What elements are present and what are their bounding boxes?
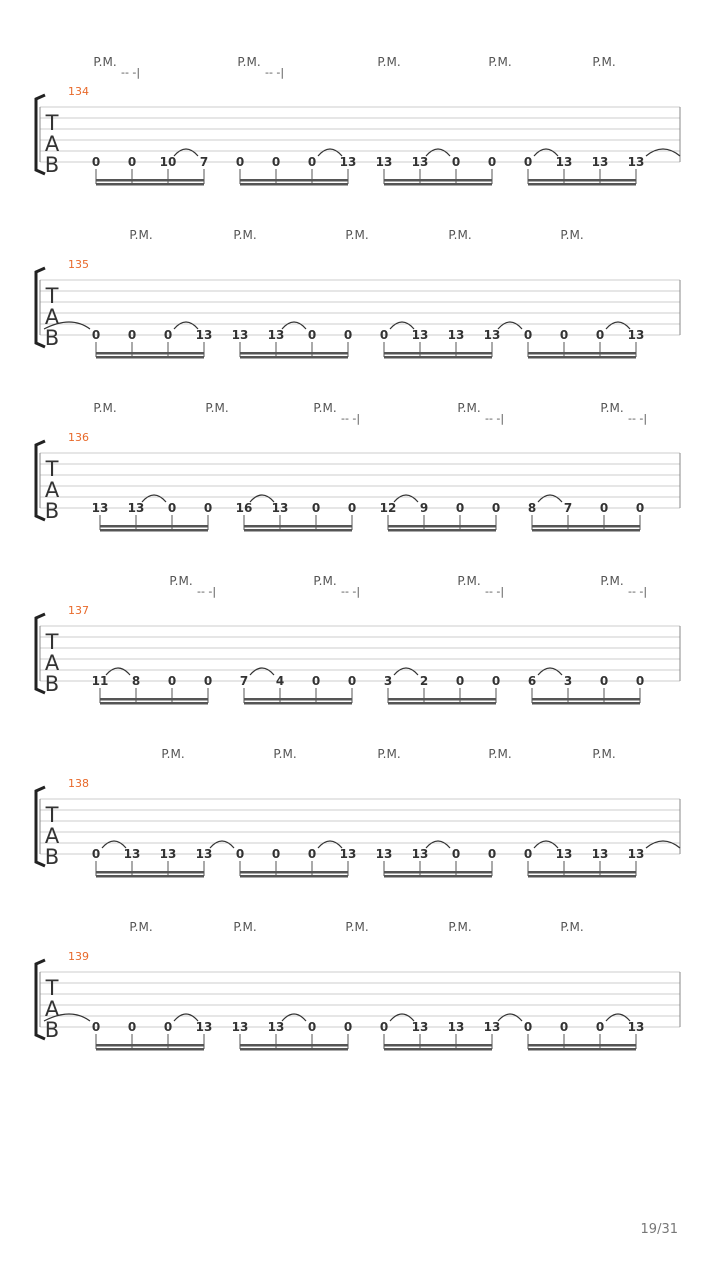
palm-mute-extension: -- -| [341,412,361,425]
fret-number: 13 [271,501,289,515]
beam-secondary [388,702,496,705]
fret-number: 13 [627,1020,645,1034]
fret-number: 0 [379,1020,389,1034]
fret-number: 0 [91,328,101,342]
fret-number: 0 [311,501,321,515]
beam-secondary [528,875,636,878]
tie-arc [394,495,418,502]
palm-mute-extension: -- -| [628,585,648,598]
fret-number: 0 [91,847,101,861]
fret-number: 13 [411,1020,429,1034]
palm-mute-extension: -- -| [485,412,505,425]
fret-number: 0 [311,674,321,688]
fret-number: 13 [127,501,145,515]
fret-number: 0 [91,155,101,169]
tab-letter-b: B [44,1018,60,1042]
fret-number: 13 [591,155,609,169]
fret-number: 0 [523,155,533,169]
measure-number: 136 [68,431,89,444]
fret-number: 0 [455,674,465,688]
tie-arc [102,841,126,848]
beam-primary [384,352,492,355]
beam-primary [244,698,352,701]
fret-number: 0 [307,328,317,342]
tie-arc [390,322,414,329]
fret-number: 0 [235,155,245,169]
tie-arc [426,841,450,848]
beam-primary [528,179,636,182]
palm-mute-label: P.M. [592,55,616,69]
tie-arc [250,495,274,502]
tab-letter-a: A [44,997,60,1021]
palm-mute-label: P.M. [600,574,624,588]
fret-number: 0 [343,328,353,342]
palm-mute-label: P.M. [488,747,512,761]
beam-primary [96,179,204,182]
fret-number: 0 [451,847,461,861]
beam-primary [388,525,496,528]
fret-number: 13 [123,847,141,861]
palm-mute-label: P.M. [205,401,229,415]
palm-mute-extension: -- -| [265,66,285,79]
tab-letter-a: A [44,478,60,502]
tie-arc [142,495,166,502]
beam-secondary [528,1048,636,1051]
fret-number: 13 [447,328,465,342]
beam-secondary [96,1048,204,1051]
fret-number: 13 [231,328,249,342]
fret-number: 0 [379,328,389,342]
palm-mute-extension: -- -| [121,66,141,79]
beam-secondary [384,183,492,186]
tie-arc [534,149,558,156]
palm-mute-extension: -- -| [341,585,361,598]
tie-arc [534,841,558,848]
fret-number: 0 [307,1020,317,1034]
beam-secondary [96,183,204,186]
palm-mute-label: P.M. [313,401,337,415]
palm-mute-label: P.M. [448,228,472,242]
fret-number: 13 [447,1020,465,1034]
palm-mute-label: P.M. [457,401,481,415]
palm-mute-label: P.M. [129,920,153,934]
palm-mute-label: P.M. [237,55,261,69]
beam-primary [240,871,348,874]
fret-number: 13 [411,328,429,342]
beam-secondary [96,875,204,878]
tie-arc [538,495,562,502]
fret-number: 3 [383,674,393,688]
tab-letter-b: B [44,672,60,696]
tab-system-139 [36,920,680,1051]
tie-arc [318,841,342,848]
tie-arc-outgoing [646,149,680,156]
fret-number: 10 [159,155,177,169]
fret-number: 0 [127,155,137,169]
fret-number: 0 [599,674,609,688]
tab-letter-a: A [44,132,60,156]
beam-secondary [384,875,492,878]
fret-number: 13 [267,1020,285,1034]
fret-number: 16 [235,501,253,515]
beam-primary [244,525,352,528]
fret-number: 0 [635,501,645,515]
fret-number: 0 [523,1020,533,1034]
fret-number: 0 [523,847,533,861]
fret-number: 13 [555,847,573,861]
fret-number: 13 [375,155,393,169]
palm-mute-label: P.M. [129,228,153,242]
tab-letter-t: T [45,284,59,308]
tab-letter-t: T [45,457,59,481]
palm-mute-label: P.M. [345,920,369,934]
fret-number: 0 [491,674,501,688]
fret-number: 13 [411,847,429,861]
beam-primary [100,698,208,701]
fret-number: 0 [343,1020,353,1034]
palm-mute-label: P.M. [488,55,512,69]
beam-primary [528,871,636,874]
beam-primary [384,179,492,182]
fret-number: 13 [339,847,357,861]
fret-number: 3 [563,674,573,688]
beam-secondary [532,529,640,532]
fret-number: 0 [167,501,177,515]
palm-mute-label: P.M. [345,228,369,242]
palm-mute-label: P.M. [169,574,193,588]
fret-number: 13 [375,847,393,861]
fret-number: 13 [411,155,429,169]
beam-primary [100,525,208,528]
fret-number: 0 [595,1020,605,1034]
beam-primary [96,1044,204,1047]
beam-primary [532,525,640,528]
tie-arc [390,1014,414,1021]
fret-number: 7 [239,674,249,688]
tab-letter-b: B [44,153,60,177]
tab-letter-t: T [45,111,59,135]
palm-mute-label: P.M. [233,228,257,242]
fret-number: 0 [451,155,461,169]
fret-number: 13 [159,847,177,861]
tie-arc [606,1014,630,1021]
beam-primary [240,1044,348,1047]
fret-number: 0 [163,328,173,342]
fret-number: 2 [419,674,429,688]
beam-primary [240,179,348,182]
palm-mute-label: P.M. [93,55,117,69]
fret-number: 0 [235,847,245,861]
beam-secondary [96,356,204,359]
fret-number: 0 [91,1020,101,1034]
tie-arc [394,668,418,675]
palm-mute-label: P.M. [233,920,257,934]
beam-secondary [388,529,496,532]
fret-number: 13 [555,155,573,169]
tie-arc [426,149,450,156]
beam-primary [384,871,492,874]
tab-letter-t: T [45,803,59,827]
palm-mute-label: P.M. [273,747,297,761]
beam-secondary [240,875,348,878]
beam-secondary [384,356,492,359]
tie-arc-outgoing [646,841,680,848]
tie-arc [606,322,630,329]
tie-arc [174,149,198,156]
palm-mute-extension: -- -| [197,585,217,598]
tab-system-135 [36,228,680,359]
beam-primary [240,352,348,355]
fret-number: 0 [203,501,213,515]
tab-letter-b: B [44,499,60,523]
fret-number: 8 [527,501,537,515]
beam-secondary [532,702,640,705]
beam-primary [96,352,204,355]
fret-number: 13 [627,847,645,861]
beam-primary [528,1044,636,1047]
tie-arc [498,1014,522,1021]
beam-primary [388,698,496,701]
fret-number: 13 [591,847,609,861]
fret-number: 7 [563,501,573,515]
fret-number: 13 [231,1020,249,1034]
palm-mute-label: P.M. [448,920,472,934]
tie-arc [538,668,562,675]
fret-number: 11 [91,674,109,688]
palm-mute-label: P.M. [600,401,624,415]
tie-arc [282,1014,306,1021]
fret-number: 0 [487,847,497,861]
palm-mute-label: P.M. [377,747,401,761]
palm-mute-label: P.M. [560,920,584,934]
palm-mute-label: P.M. [161,747,185,761]
beam-primary [384,1044,492,1047]
palm-mute-extension: -- -| [485,585,505,598]
palm-mute-label: P.M. [377,55,401,69]
fret-number: 13 [339,155,357,169]
page-number: 19/31 [640,1222,678,1237]
tab-letter-t: T [45,630,59,654]
tab-letter-b: B [44,845,60,869]
measure-number: 139 [68,950,89,963]
palm-mute-extension: -- -| [628,412,648,425]
fret-number: 0 [271,155,281,169]
palm-mute-label: P.M. [560,228,584,242]
fret-number: 0 [127,1020,137,1034]
tie-arc [318,149,342,156]
fret-number: 0 [491,501,501,515]
fret-number: 12 [379,501,397,515]
fret-number: 13 [195,847,213,861]
beam-secondary [528,183,636,186]
beam-primary [532,698,640,701]
fret-number: 0 [347,501,357,515]
tie-arc [106,668,130,675]
fret-number: 0 [203,674,213,688]
fret-number: 4 [275,674,285,688]
tie-arc [210,841,234,848]
fret-number: 0 [307,847,317,861]
beam-secondary [100,529,208,532]
fret-number: 13 [195,1020,213,1034]
tie-arc [174,1014,198,1021]
fret-number: 0 [635,674,645,688]
beam-primary [528,352,636,355]
fret-number: 0 [595,328,605,342]
beam-secondary [240,183,348,186]
fret-number: 0 [523,328,533,342]
measure-number: 134 [68,85,89,98]
fret-number: 0 [455,501,465,515]
fret-number: 8 [131,674,141,688]
fret-number: 0 [347,674,357,688]
tab-letter-a: A [44,651,60,675]
tie-arc [498,322,522,329]
tab-system-134 [36,55,680,186]
fret-number: 0 [559,1020,569,1034]
fret-number: 0 [127,328,137,342]
fret-number: 13 [627,328,645,342]
beam-secondary [240,1048,348,1051]
tab-letter-a: A [44,305,60,329]
fret-number: 13 [267,328,285,342]
fret-number: 0 [559,328,569,342]
palm-mute-label: P.M. [313,574,337,588]
fret-number: 13 [627,155,645,169]
fret-number: 0 [163,1020,173,1034]
tab-letter-b: B [44,326,60,350]
fret-number: 13 [195,328,213,342]
tie-arc [174,322,198,329]
fret-number: 0 [599,501,609,515]
beam-secondary [528,356,636,359]
fret-number: 13 [91,501,109,515]
beam-primary [96,871,204,874]
palm-mute-label: P.M. [592,747,616,761]
beam-secondary [244,529,352,532]
palm-mute-label: P.M. [93,401,117,415]
tab-system-136 [36,401,680,532]
beam-secondary [244,702,352,705]
tab-system-138 [36,747,680,878]
tab-letter-t: T [45,976,59,1000]
tie-arc [282,322,306,329]
palm-mute-label: P.M. [457,574,481,588]
tab-letter-a: A [44,824,60,848]
measure-number: 137 [68,604,89,617]
measure-number: 135 [68,258,89,271]
fret-number: 0 [307,155,317,169]
tab-system-137 [36,574,680,705]
fret-number: 9 [419,501,429,515]
beam-secondary [384,1048,492,1051]
measure-number: 138 [68,777,89,790]
fret-number: 7 [199,155,209,169]
fret-number: 13 [483,1020,501,1034]
fret-number: 0 [487,155,497,169]
tie-arc [250,668,274,675]
fret-number: 13 [483,328,501,342]
beam-secondary [100,702,208,705]
fret-number: 6 [527,674,537,688]
fret-number: 0 [271,847,281,861]
beam-secondary [240,356,348,359]
fret-number: 0 [167,674,177,688]
